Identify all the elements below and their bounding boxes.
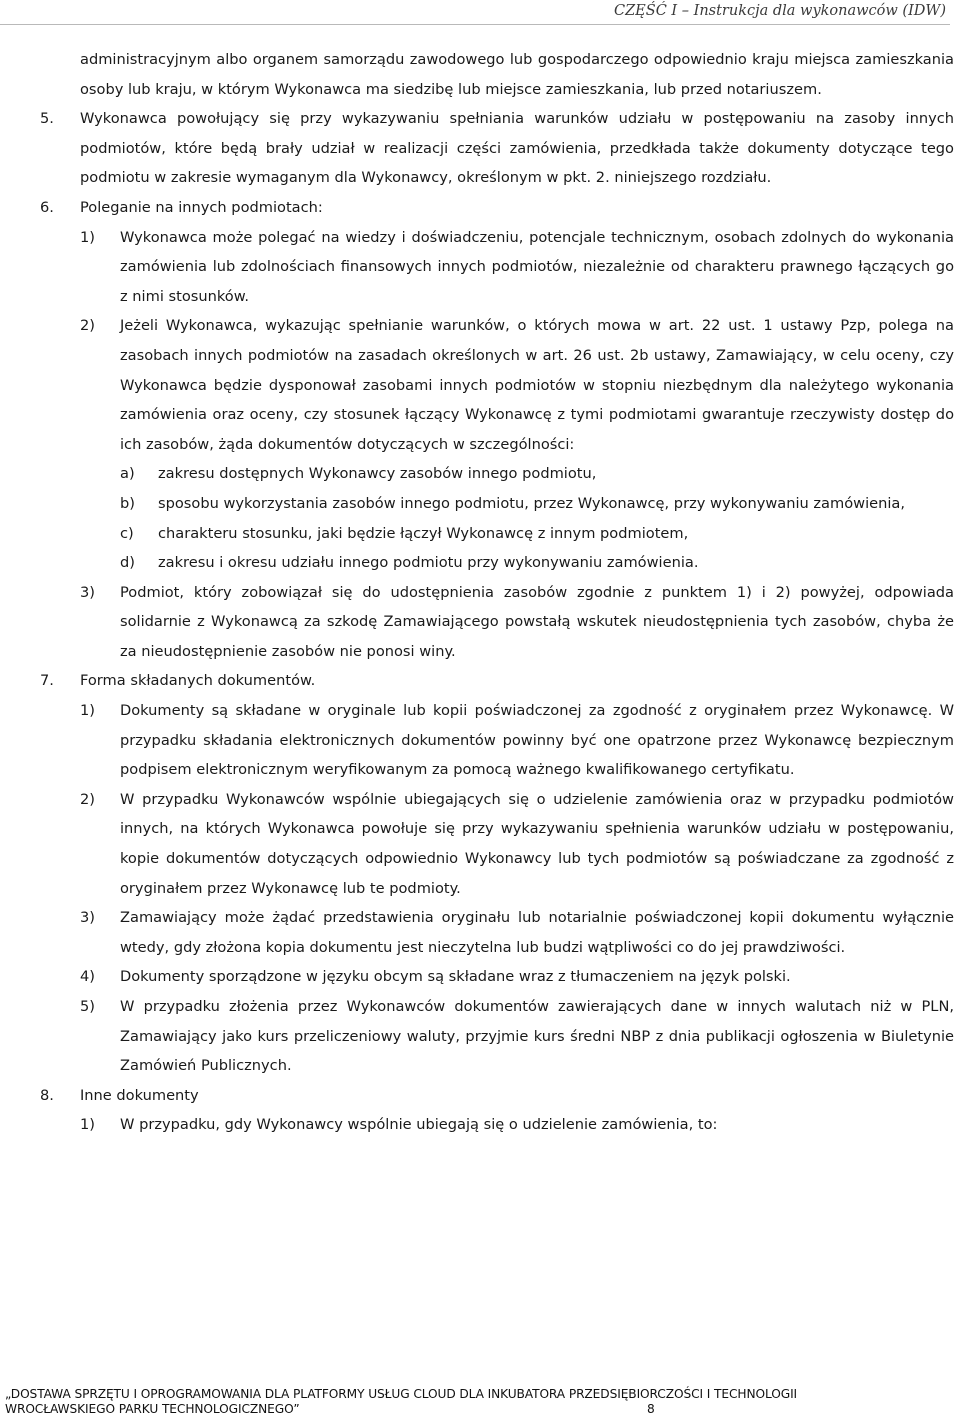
subitem-text: zakresu i okresu udziału innego podmiotu przy wykonywaniu zamówienia. [158,554,699,572]
item-number: 4) [80,968,95,986]
item-number: 1) [80,1116,95,1134]
page-footer [5,1387,935,1417]
section-6-subitem-a [40,459,954,489]
item-text: W przypadku złożenia przez Wykonawców dokumentów zawierających dane w innych walutach niż w PLN, Zamawiający jako kurs przeliczeniowy waluty, przyjmie kurs średni NBP z dnia publikacji ogłoszenia w Biuletynie Zamówień Publicznych. [120,998,954,1075]
page-number: 8 [647,1402,655,1416]
item-text: Podmiot, który zobowiązał się do udostępnienia zasobów zgodnie z punktem 1) i 2) powyżej, odpowiada solidarnie z Wykonawcą za szkodę Zamawiającego powstałą wskutek nieudostępnienia tych zasobów, chyba że za nieudostępnienie zasobów nie ponosi winy. [120,583,954,660]
item-number: 3) [80,909,95,927]
section-6-subitem-c [40,519,954,549]
section-7-heading [40,666,954,696]
section-7-item-5 [40,992,954,1081]
intro-paragraph: administracyjnym albo organem samorządu zawodowego lub gospodarczego odpowiednio kraju miejsca zamieszkania osoby lub kraju, w którym Wykonawca ma siedzibę lub miejsce zamieszkania, lub przed notariuszem. [80,51,954,98]
item-text: Wykonawca może polegać na wiedzy i doświadczeniu, potencjale technicznym, osobach zdolnych do wykonania zamówienia lub zdolnościach finansowych innych podmiotów, niezależnie od charakteru prawnego łączących go z nimi stosunków. [120,228,954,305]
item-number: 2) [80,790,95,808]
item-number: 1) [80,228,95,246]
section-8-number: 8. [40,1086,54,1104]
subitem-letter: d) [120,554,135,572]
item-text: Dokumenty są składane w oryginale lub kopii poświadczonej za zgodność z oryginałem przez Wykonawcę. W przypadku składania elektronicznych dokumentów powinny być one opatrzone przez Wykonawcę bezpiecznym podpisem elektronicznym weryfikowanym za pomocą ważnego kwalifikowanego certyfikatu. [120,702,954,779]
section-6-heading [40,193,954,223]
item-number: 3) [80,583,95,601]
section-6-title: Poleganie na innych podmiotach: [80,198,323,216]
footer-project-title-line-1: „DOSTAWA SPRZĘTU I OPROGRAMOWANIA DLA PLATFORMY USŁUG CLOUD DLA INKUBATORA PRZEDSIĘBIORCZOŚCI I TECHNOLOGII [5,1387,798,1401]
subitem-letter: b) [120,494,135,512]
item-number: 1) [80,702,95,720]
item-text: W przypadku, gdy Wykonawcy wspólnie ubiegają się o udzielenie zamówienia, to: [120,1116,718,1134]
subitem-letter: c) [120,524,134,542]
section-7-item-3 [40,903,954,962]
item-number: 2) [80,317,95,335]
header-title: CZĘŚĆ I – Instrukcja dla wykonawców (IDW) [614,3,946,19]
section-6-item-1 [40,223,954,312]
section-7-title: Forma składanych dokumentów. [80,672,316,690]
section-5-text: Wykonawca powołujący się przy wykazywaniu spełniania warunków udziału w postępowaniu na zasoby innych podmiotów, które będą brały udział w realizacji części zamówienia, przedkłada także dokumenty dotyczące tego podmiotu w zakresie wymaganym dla Wykonawcy, określonym w pkt. 2. niniejszego rozdziału. [80,110,954,187]
section-5-number: 5. [40,110,54,128]
section-6-number: 6. [40,198,54,216]
subitem-text: zakresu dostępnych Wykonawcy zasobów innego podmiotu, [158,465,597,483]
section-8-title: Inne dokumenty [80,1086,199,1104]
section-5 [40,104,954,193]
section-8-heading [40,1081,954,1111]
section-6-item-3 [40,578,954,667]
subitem-text: sposobu wykorzystania zasobów innego podmiotu, przez Wykonawcę, przy wykonywaniu zamówienia, [158,494,906,512]
subitem-letter: a) [120,465,135,483]
section-8-item-1 [40,1110,954,1140]
item-text: Zamawiający może żądać przedstawienia oryginału lub notarialnie poświadczonej kopii dokumentu wyłącznie wtedy, gdy złożona kopia dokumentu jest nieczytelna lub budzi wątpliwości co do jej prawdziwości. [120,909,954,956]
item-text: W przypadku Wykonawców wspólnie ubiegających się o udzielenie zamówienia oraz w przypadku podmiotów innych, na których Wykonawca powołuje się przy wykazywaniu spełnienia warunków udziału w postępowaniu, kopie dokumentów dotyczących odpowiednio Wykonawcy lub tych podmiotów są poświadczane za zgodność z oryginałem przez Wykonawcę lub te podmioty. [120,790,954,897]
section-6-item-2 [40,311,954,459]
item-number: 5) [80,998,95,1015]
item-text: Dokumenty sporządzone w języku obcym są składane wraz z tłumaczeniem na język polski. [120,968,791,986]
section-7-item-1 [40,696,954,785]
section-7-number: 7. [40,672,54,690]
document-body [40,45,954,1140]
section-6-subitem-b [40,489,954,519]
subitem-text: charakteru stosunku, jaki będzie łączył Wykonawcę z innym podmiotem, [158,524,689,542]
item-text: Jeżeli Wykonawca, wykazując spełnianie warunków, o których mowa w art. 22 ust. 1 ustawy Pzp, polega na zasobach innych podmiotów na zasadach określonych w art. 26 ust. 2b ustawy, Zamawiający, w celu oceny, czy Wykonawca będzie dysponował zasobami innych podmiotów w stopniu niezbędnym dla należytego wykonania zamówienia oraz oceny, czy stosunek łączący Wykonawcę z tymi podmiotami gwarantuje rzeczywisty dostęp do ich zasobów, żąda dokumentów dotyczących w szczególności: [120,317,954,453]
section-7-item-2 [40,785,954,903]
footer-project-title-line-2: WROCŁAWSKIEGO PARKU TECHNOLOGICZNEGO” [5,1402,300,1416]
section-7-item-4 [40,962,954,992]
page-header [0,0,950,25]
section-6-subitem-d [40,548,954,578]
